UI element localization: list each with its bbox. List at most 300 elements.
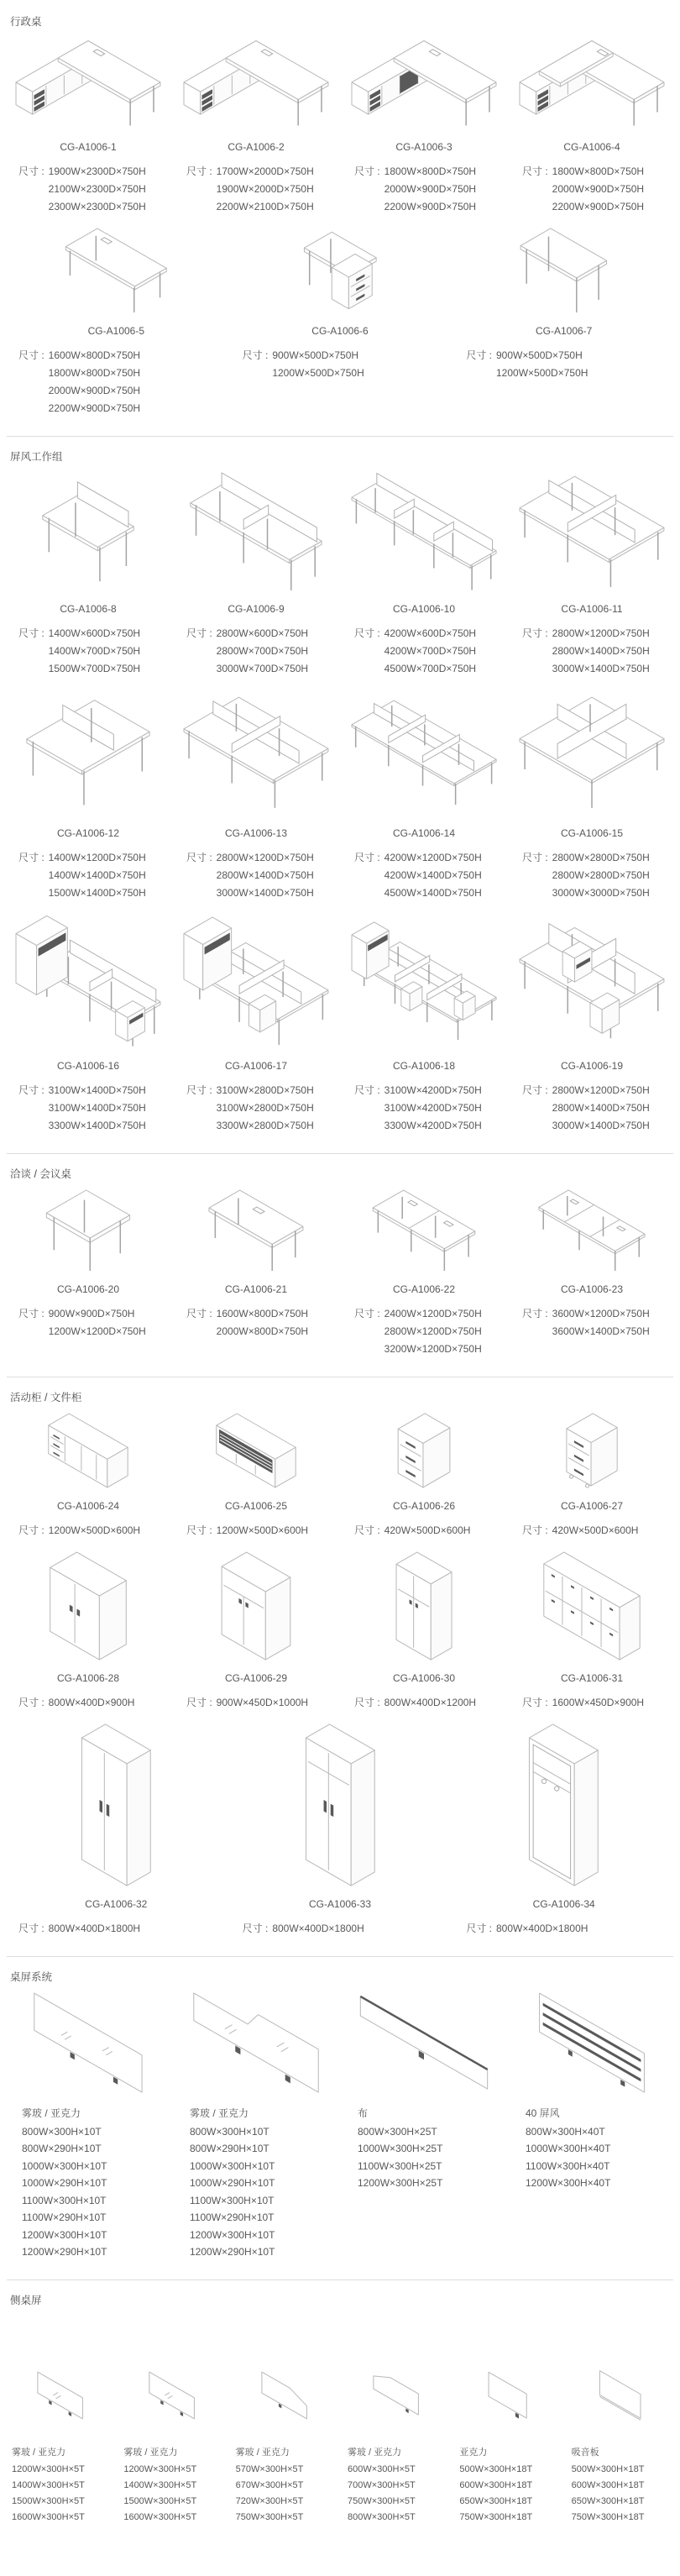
catalog-row: [8, 910, 672, 1135]
product-model: CG-A1006-8: [60, 603, 117, 615]
product-dims: [176, 849, 336, 902]
product-dims: [233, 347, 448, 382]
dims-line: 1200W×500D×600H: [216, 1524, 309, 1536]
spec-lines: [358, 2123, 504, 2192]
panel-notch-drawing: [176, 1989, 336, 2096]
spec-card: [120, 2312, 223, 2526]
spec-lines: [572, 2462, 672, 2526]
spec-line: 1100W×300H×25T: [358, 2159, 442, 2172]
dims-lines: [552, 1694, 644, 1712]
dims-line: 2800W×1200D×750H: [552, 627, 650, 639]
spec-line: 1200W×300H×10T: [190, 2228, 275, 2241]
product-figure: [344, 1186, 504, 1275]
product-figure: [344, 1548, 504, 1664]
product-figure: [176, 1409, 336, 1492]
dims-line: 1400W×1200D×750H: [48, 852, 146, 863]
product-card: [176, 910, 336, 1135]
product-dims: [8, 1694, 168, 1712]
table-l-drawing: [344, 1186, 504, 1275]
dims-lines: [384, 1522, 471, 1540]
product-figure: [456, 2312, 559, 2437]
spec-line: 600W×300H×5T: [348, 2463, 416, 2474]
product-figure: [512, 1548, 672, 1664]
dims-line: 2200W×900D×750H: [48, 402, 141, 414]
dims-line: 2800W×1400D×750H: [216, 869, 314, 881]
dims-line: 3600W×1400D×750H: [552, 1325, 650, 1337]
product-model: CG-A1006-21: [224, 1283, 288, 1295]
spec-line: 600W×300H×18T: [459, 2479, 533, 2490]
product-card: [344, 1548, 504, 1712]
dims-line: 3000W×1400D×750H: [552, 1120, 650, 1131]
dims-line: 3000W×1400D×750H: [552, 663, 650, 674]
product-model: CG-A1006-31: [560, 1672, 624, 1684]
product-model: CG-A1006-30: [392, 1672, 456, 1684]
dims-line: 2200W×900D×750H: [552, 201, 645, 212]
spec-line: 1000W×300H×25T: [358, 2143, 443, 2154]
product-card: [8, 686, 168, 902]
catalog-row: [8, 224, 672, 417]
spec-line: 1200W×300H×5T: [123, 2463, 197, 2474]
dims-lines: [217, 1305, 308, 1340]
spec-line: 500W×300H×18T: [571, 2463, 645, 2474]
dims-label: 尺寸 :: [354, 1308, 380, 1319]
product-model: CG-A1006-9: [228, 603, 285, 615]
spec-card: [8, 1989, 168, 2261]
spec-lines: [123, 2462, 223, 2526]
dims-line: 2800W×1400D×750H: [552, 645, 650, 657]
spec-line: 670W×300H×5T: [235, 2479, 304, 2490]
product-card: [512, 1186, 672, 1358]
spec-lines: [526, 2123, 672, 2192]
material-label: 雾玻 / 亚克力: [235, 2447, 290, 2458]
product-model: CG-A1006-15: [560, 827, 624, 839]
dims-line: 3200W×1200D×750H: [384, 1343, 482, 1355]
dims-label: 尺寸 :: [18, 852, 44, 863]
product-model: CG-A1006-11: [561, 603, 623, 615]
product-dims: [456, 1920, 672, 1938]
section-title: 洽谈 / 会议桌: [10, 1168, 71, 1180]
product-model: CG-A1006-29: [224, 1672, 288, 1684]
product-dims: [176, 625, 336, 678]
product-model: CG-A1006-24: [56, 1500, 120, 1512]
product-model: CG-A1006-22: [392, 1283, 456, 1295]
section-title: 侧桌屏: [10, 2294, 42, 2306]
spec-card: [8, 2312, 112, 2526]
dims-line: 800W×400D×1800H: [496, 1923, 588, 1934]
product-figure: [568, 2312, 672, 2437]
dims-line: 800W×400D×1200H: [384, 1697, 477, 1708]
dims-line: 1200W×500D×750H: [496, 367, 588, 379]
dims-line: 900W×500D×750H: [496, 349, 583, 361]
spec-line: 650W×300H×18T: [459, 2495, 533, 2506]
dims-line: 2000W×900D×750H: [552, 183, 645, 195]
dims-line: 1600W×800D×750H: [216, 1308, 309, 1319]
product-card: [176, 34, 336, 216]
dims-line: 3100W×2800D×750H: [216, 1084, 314, 1096]
product-card: [176, 469, 336, 678]
dims-label: 尺寸 :: [186, 1524, 212, 1536]
spec-line: 1200W×300H×10T: [22, 2228, 107, 2241]
product-dims: [512, 849, 672, 902]
spec-block: [8, 2105, 168, 2261]
product-dims: [344, 1082, 504, 1135]
spec-block: [568, 2445, 672, 2526]
dims-line: 2000W×800D×750H: [216, 1325, 309, 1337]
material-label: 40 屏风: [526, 2107, 560, 2119]
dims-label: 尺寸 :: [18, 1524, 44, 1536]
dims-lines: [552, 1522, 639, 1540]
material-label: 亚克力: [459, 2447, 488, 2458]
dims-line: 2800W×1200D×750H: [384, 1325, 482, 1337]
spec-card: [176, 1989, 336, 2261]
dims-line: 2800W×2800D×750H: [552, 869, 650, 881]
dims-label: 尺寸 :: [18, 349, 44, 361]
dims-line: 1800W×800D×750H: [48, 367, 141, 379]
dims-line: 2200W×2100D×750H: [216, 201, 314, 212]
dims-label: 尺寸 :: [466, 1923, 492, 1934]
product-dims: [344, 163, 504, 216]
bench-d1-drawing: [8, 686, 168, 819]
dims-line: 1800W×800D×750H: [552, 165, 645, 177]
product-model: CG-A1006-5: [87, 325, 145, 337]
dims-line: 800W×400D×1800H: [48, 1923, 141, 1934]
product-card: [233, 1720, 448, 1938]
spec-line: 800W×300H×25T: [358, 2125, 437, 2138]
product-figure: [344, 34, 504, 133]
dims-line: 1700W×2000D×750H: [216, 165, 314, 177]
product-dims: [176, 1082, 336, 1135]
dims-lines: [384, 1694, 476, 1712]
product-dims: [8, 1082, 168, 1135]
dims-line: 4200W×1200D×750H: [384, 852, 482, 863]
product-card: [176, 1409, 336, 1540]
spec-line: 1000W×290H×10T: [22, 2177, 107, 2189]
product-figure: [456, 224, 672, 317]
catalog-row: [8, 1409, 672, 1540]
spec-card: [233, 2312, 336, 2526]
dims-label: 尺寸 :: [242, 1923, 269, 1934]
product-figure: [8, 1548, 168, 1664]
product-card: [8, 910, 168, 1135]
product-figure: [176, 686, 336, 819]
spec-line: 750W×300H×5T: [235, 2511, 304, 2522]
dims-label: 尺寸 :: [18, 1697, 44, 1708]
dims-label: 尺寸 :: [354, 852, 380, 863]
dims-line: 2200W×900D×750H: [384, 201, 477, 212]
side-6-drawing: [568, 2312, 672, 2437]
dims-lines: [217, 625, 308, 678]
product-card: [512, 910, 672, 1135]
section-title: 活动柜 / 文件柜: [10, 1392, 82, 1403]
bench-2-drawing: [176, 469, 336, 595]
product-card: [8, 1186, 168, 1358]
spec-line: 750W×300H×5T: [348, 2495, 416, 2506]
product-figure: [176, 1989, 336, 2096]
material-label: 布: [358, 2107, 369, 2119]
dims-lines: [552, 1082, 650, 1135]
cluster-4-drawing: [512, 686, 672, 819]
dims-label: 尺寸 :: [354, 165, 380, 177]
bench-1-drawing: [8, 469, 168, 595]
dims-line: 900W×450D×1000H: [216, 1697, 309, 1708]
product-figure: [176, 34, 336, 133]
desk-drawing: [8, 224, 224, 317]
cab-mid-drawing: [176, 1548, 336, 1664]
dims-label: 尺寸 :: [186, 1084, 212, 1096]
dims-lines: [49, 1920, 140, 1938]
product-model: CG-A1006-25: [224, 1500, 288, 1512]
section-title: 桌屏系统: [10, 1971, 53, 1983]
product-dims: [8, 347, 224, 417]
spec-line: 720W×300H×5T: [235, 2495, 304, 2506]
spec-line: 650W×300H×18T: [571, 2495, 645, 2506]
product-dims: [8, 625, 168, 678]
product-figure: [456, 1720, 672, 1890]
dims-line: 2000W×900D×750H: [48, 385, 141, 396]
product-model: CG-A1006-14: [392, 827, 456, 839]
product-figure: [233, 1720, 448, 1890]
dims-lines: [384, 1305, 482, 1358]
material-label: 雾玻 / 亚克力: [123, 2447, 178, 2458]
spec-lines: [236, 2462, 336, 2526]
spec-line: 750W×300H×18T: [571, 2511, 645, 2522]
cab-low-drawing: [8, 1548, 168, 1664]
product-figure: [512, 469, 672, 595]
dims-line: 1400W×600D×750H: [48, 627, 141, 639]
spec-line: 700W×300H×5T: [348, 2479, 416, 2490]
dims-line: 3300W×4200D×750H: [384, 1120, 482, 1131]
spec-line: 800W×290H×10T: [22, 2143, 102, 2154]
spec-line: 750W×300H×18T: [459, 2511, 533, 2522]
dims-line: 2800W×1200D×750H: [216, 852, 314, 863]
dims-line: 900W×900D×750H: [48, 1308, 135, 1319]
product-dims: [233, 1920, 448, 1938]
product-model: CG-A1006-23: [560, 1283, 624, 1295]
product-card: [512, 34, 672, 216]
product-figure: [176, 1548, 336, 1664]
spec-line: 800W×300H×40T: [526, 2125, 605, 2138]
product-dims: [344, 1305, 504, 1358]
product-figure: [176, 469, 336, 595]
product-figure: [344, 1409, 504, 1492]
product-dims: [344, 849, 504, 902]
spec-line: 1400W×300H×5T: [123, 2479, 197, 2490]
product-model: CG-A1006-12: [56, 827, 120, 839]
product-model: CG-A1006-33: [308, 1898, 372, 1910]
spec-line: 1000W×300H×10T: [190, 2159, 275, 2172]
spec-card: [344, 1989, 504, 2261]
dims-line: 3000W×1400D×750H: [216, 887, 314, 899]
dims-lines: [49, 1082, 146, 1135]
dims-line: 1800W×800D×750H: [384, 165, 477, 177]
spec-card: [512, 1989, 672, 2261]
dims-line: 1600W×800D×750H: [48, 349, 141, 361]
product-figure: [8, 34, 168, 133]
product-figure: [8, 686, 168, 819]
product-figure: [344, 1989, 504, 2096]
dims-label: 尺寸 :: [354, 1524, 380, 1536]
product-figure: [344, 910, 504, 1052]
dims-lines: [552, 625, 650, 678]
product-model: CG-A1006-6: [311, 325, 369, 337]
dims-line: 1500W×700D×750H: [48, 663, 141, 674]
product-figure: [344, 2312, 447, 2437]
dims-line: 2400W×1200D×750H: [384, 1308, 482, 1319]
product-dims: [8, 163, 168, 216]
product-figure: [512, 910, 672, 1052]
dims-line: 3100W×1400D×750H: [48, 1102, 146, 1114]
product-model: CG-A1006-17: [224, 1060, 288, 1072]
product-model: CG-A1006-2: [228, 141, 285, 153]
dims-line: 3100W×2800D×750H: [216, 1102, 314, 1114]
cluster-cab-6-drawing: [344, 910, 504, 1052]
spec-line: 1600W×300H×5T: [12, 2511, 85, 2522]
product-card: [8, 1409, 168, 1540]
product-dims: [8, 1522, 168, 1540]
spec-line: 800W×300H×5T: [348, 2511, 416, 2522]
product-model: CG-A1006-19: [560, 1060, 624, 1072]
ped-3-drawing: [344, 1409, 504, 1492]
product-card: [176, 1548, 336, 1712]
dims-lines: [552, 849, 650, 902]
product-dims: [176, 163, 336, 216]
spec-block: [233, 2445, 336, 2526]
product-card: [8, 1720, 224, 1938]
dims-lines: [49, 1522, 140, 1540]
product-model: CG-A1006-16: [56, 1060, 120, 1072]
spec-card: [344, 2312, 447, 2526]
catalog-row: [8, 686, 672, 902]
product-dims: [456, 347, 672, 382]
product-figure: [233, 224, 448, 317]
dims-line: 800W×400D×1800H: [272, 1923, 364, 1934]
product-dims: [512, 1082, 672, 1135]
dims-label: 尺寸 :: [18, 1923, 44, 1934]
dims-label: 尺寸 :: [18, 627, 44, 639]
spec-line: 1200W×290H×10T: [190, 2246, 275, 2258]
product-figure: [512, 1409, 672, 1492]
product-card: [512, 469, 672, 678]
dims-label: 尺寸 :: [186, 1697, 212, 1708]
material-label: 吸音板: [571, 2447, 599, 2458]
spec-block: [8, 2445, 112, 2526]
credenza-drawing: [8, 1409, 168, 1492]
product-model: CG-A1006-7: [535, 325, 593, 337]
product-figure: [8, 1186, 168, 1275]
spec-line: 800W×300H×10T: [190, 2125, 269, 2138]
spec-block: [120, 2445, 223, 2526]
section-divider: [7, 1153, 673, 1154]
bench-screen-drawing: [512, 910, 672, 1052]
section-title: 行政桌: [10, 16, 42, 28]
table-xl-drawing: [512, 1186, 672, 1275]
product-model: CG-A1006-18: [392, 1060, 456, 1072]
spec-line: 1000W×300H×40T: [526, 2143, 611, 2154]
product-figure: [512, 1186, 672, 1275]
dims-line: 3600W×1200D×750H: [552, 1308, 650, 1319]
dims-line: 2000W×900D×750H: [384, 183, 477, 195]
dims-lines: [49, 849, 146, 902]
dims-line: 2800W×700D×750H: [216, 645, 309, 657]
dims-line: 2800W×600D×750H: [216, 627, 309, 639]
spec-line: 800W×290H×10T: [190, 2143, 269, 2154]
section-divider: [7, 436, 673, 437]
product-figure: [120, 2312, 223, 2437]
product-card: [8, 469, 168, 678]
dims-line: 1200W×1200D×750H: [48, 1325, 146, 1337]
side-1-drawing: [8, 2312, 112, 2437]
product-model: CG-A1006-27: [560, 1500, 624, 1512]
catalog-row: [8, 2312, 672, 2526]
dims-label: 尺寸 :: [522, 165, 548, 177]
product-model: CG-A1006-13: [224, 827, 288, 839]
product-card: [512, 1409, 672, 1540]
bench-3-drawing: [344, 469, 504, 595]
bench-cab-1-drawing: [8, 910, 168, 1052]
product-model: CG-A1006-4: [563, 141, 620, 153]
product-model: CG-A1006-32: [85, 1898, 148, 1910]
spec-line: 600W×300H×18T: [571, 2479, 645, 2490]
dims-label: 尺寸 :: [522, 1524, 548, 1536]
product-dims: [512, 625, 672, 678]
dims-line: 4200W×1400D×750H: [384, 869, 482, 881]
dims-lines: [217, 1082, 314, 1135]
table-s-drawing: [8, 1186, 168, 1275]
spec-block: [456, 2445, 559, 2526]
spec-lines: [190, 2123, 336, 2261]
dims-lines: [217, 163, 314, 216]
product-model: CG-A1006-3: [395, 141, 452, 153]
product-dims: [176, 1694, 336, 1712]
dims-label: 尺寸 :: [18, 165, 44, 177]
dims-line: 420W×500D×600H: [552, 1524, 639, 1536]
product-card: [344, 686, 504, 902]
product-figure: [8, 1720, 224, 1890]
dims-line: 4200W×600D×750H: [384, 627, 477, 639]
product-model: CG-A1006-10: [392, 603, 456, 615]
credenza-louver-drawing: [176, 1409, 336, 1492]
spec-lines: [348, 2462, 447, 2526]
bench-d2-drawing: [512, 469, 672, 595]
spec-line: 1200W×300H×25T: [358, 2177, 443, 2189]
spec-line: 1200W×300H×40T: [526, 2177, 611, 2189]
product-figure: [8, 469, 168, 595]
dims-line: 4500W×1400D×750H: [384, 887, 482, 899]
dims-lines: [217, 1522, 308, 1540]
dims-line: 3000W×3000D×750H: [552, 887, 650, 899]
side-2-drawing: [120, 2312, 223, 2437]
product-figure: [512, 686, 672, 819]
dims-label: 尺寸 :: [522, 1308, 548, 1319]
product-card: [512, 1548, 672, 1712]
product-card: [8, 1548, 168, 1712]
dims-lines: [217, 849, 314, 902]
dims-lines: [552, 163, 644, 216]
catalog-row: [8, 1186, 672, 1358]
spec-line: 570W×300H×5T: [235, 2463, 304, 2474]
dims-line: 2300W×2300D×750H: [48, 201, 146, 212]
desk-l-drawing: [8, 34, 168, 133]
spec-line: 1200W×300H×5T: [12, 2463, 85, 2474]
spec-lines: [459, 2462, 559, 2526]
lockers-drawing: [512, 1548, 672, 1664]
product-dims: [512, 1694, 672, 1712]
material-label: 雾玻 / 亚克力: [12, 2447, 66, 2458]
product-dims: [344, 1522, 504, 1540]
spec-line: 1000W×300H×10T: [22, 2159, 107, 2172]
catalog-row: [8, 34, 672, 216]
dims-line: 2100W×2300D×750H: [48, 183, 146, 195]
